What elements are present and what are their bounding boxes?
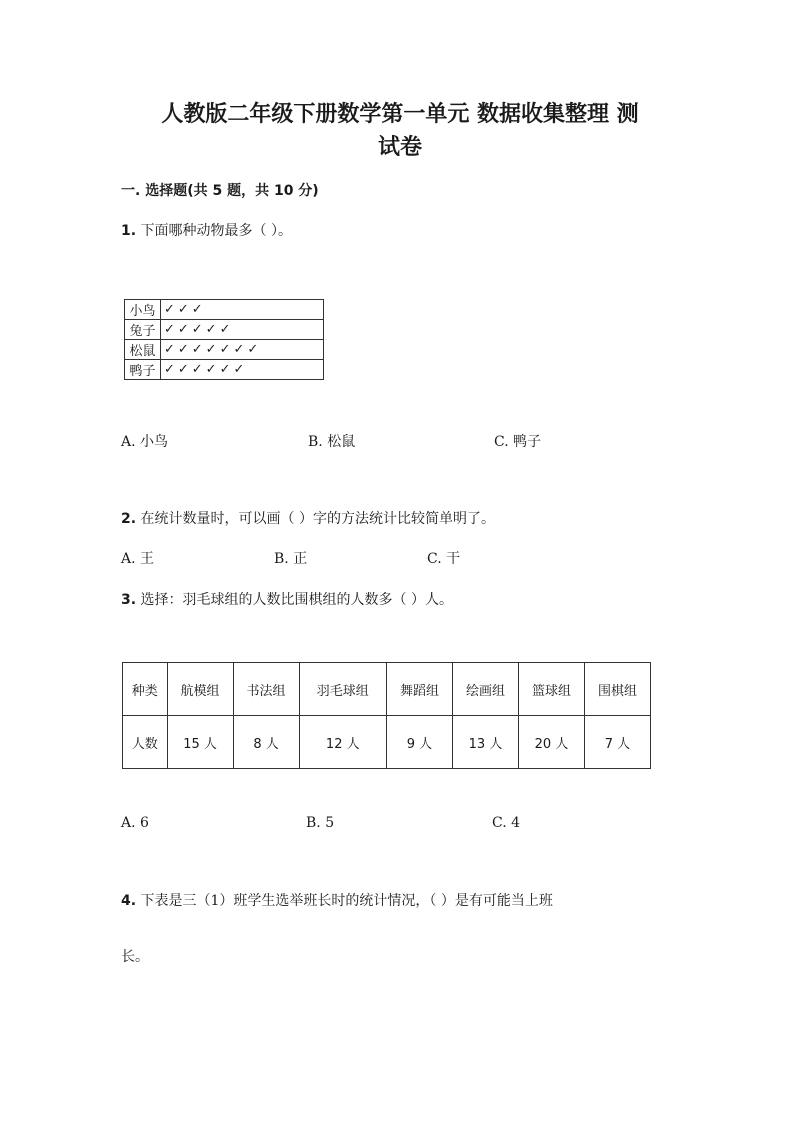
question-3 xyxy=(121,589,453,609)
question-text: 下面哪种动物最多（ ）。 xyxy=(140,223,292,239)
question-4-continued: 长。 xyxy=(121,949,149,965)
option-b[interactable]: B. 5 xyxy=(306,815,335,831)
table-row xyxy=(125,300,324,320)
tally-marks: ✓✓✓ xyxy=(161,300,324,320)
question-number: 4. xyxy=(121,893,137,909)
question-text: 下表是三（1）班学生选举班长时的统计情况，（ ）是有可能当上班 xyxy=(140,893,553,909)
question-1 xyxy=(121,220,292,240)
title-line-1: 人教版二年级下册数学第一单元 数据收集整理 测 xyxy=(161,102,639,127)
table-header-cell: 舞蹈组 xyxy=(386,663,452,716)
option-b[interactable]: B. 正 xyxy=(274,551,308,567)
table-header-row xyxy=(123,663,651,716)
option-a[interactable]: A. 小鸟 xyxy=(121,434,169,450)
table-row xyxy=(125,340,324,360)
table-cell: 15 人 xyxy=(167,716,233,769)
group-count-table xyxy=(122,662,651,769)
tally-marks: ✓✓✓✓✓ xyxy=(161,320,324,340)
question-text: 选择：羽毛球组的人数比围棋组的人数多（ ）人。 xyxy=(140,592,453,608)
option-b[interactable]: B. 松鼠 xyxy=(308,434,356,450)
table-header-cell: 绘画组 xyxy=(452,663,518,716)
option-c[interactable]: C. 4 xyxy=(492,815,521,831)
question-4 xyxy=(121,890,553,910)
table-header-cell: 航模组 xyxy=(167,663,233,716)
table-cell: 13 人 xyxy=(452,716,518,769)
table-cell: 8 人 xyxy=(233,716,299,769)
table-cell: 9 人 xyxy=(386,716,452,769)
tally-marks: ✓✓✓✓✓✓✓ xyxy=(161,340,324,360)
animal-name: 鸭子 xyxy=(125,360,161,380)
question-number: 1. xyxy=(121,223,137,239)
section-heading: 一. 选择题(共 5 题，共 10 分) xyxy=(121,183,319,199)
table-row xyxy=(125,360,324,380)
table-cell: 12 人 xyxy=(299,716,386,769)
table-header-cell: 种类 xyxy=(123,663,168,716)
tally-marks: ✓✓✓✓✓✓ xyxy=(161,360,324,380)
table-header-cell: 篮球组 xyxy=(518,663,584,716)
table-header-cell: 羽毛球组 xyxy=(299,663,386,716)
table-row xyxy=(125,320,324,340)
option-c[interactable]: C. 干 xyxy=(427,551,461,567)
question-text: 在统计数量时，可以画（ ）字的方法统计比较简单明了。 xyxy=(140,511,495,527)
page-title xyxy=(120,98,680,164)
table-cell: 20 人 xyxy=(518,716,584,769)
animal-name: 小鸟 xyxy=(125,300,161,320)
table-header-cell: 书法组 xyxy=(233,663,299,716)
option-a[interactable]: A. 王 xyxy=(121,551,155,567)
option-c[interactable]: C. 鸭子 xyxy=(494,434,542,450)
title-line-2: 试卷 xyxy=(377,135,422,160)
animal-name: 松鼠 xyxy=(125,340,161,360)
table-header-cell: 围棋组 xyxy=(584,663,650,716)
table-cell: 7 人 xyxy=(584,716,650,769)
animal-name: 兔子 xyxy=(125,320,161,340)
question-number: 2. xyxy=(121,511,137,527)
question-2 xyxy=(121,508,495,528)
table-cell: 人数 xyxy=(123,716,168,769)
question-number: 3. xyxy=(121,592,137,608)
table-row xyxy=(123,716,651,769)
tally-table xyxy=(124,299,324,380)
option-a[interactable]: A. 6 xyxy=(121,815,149,831)
